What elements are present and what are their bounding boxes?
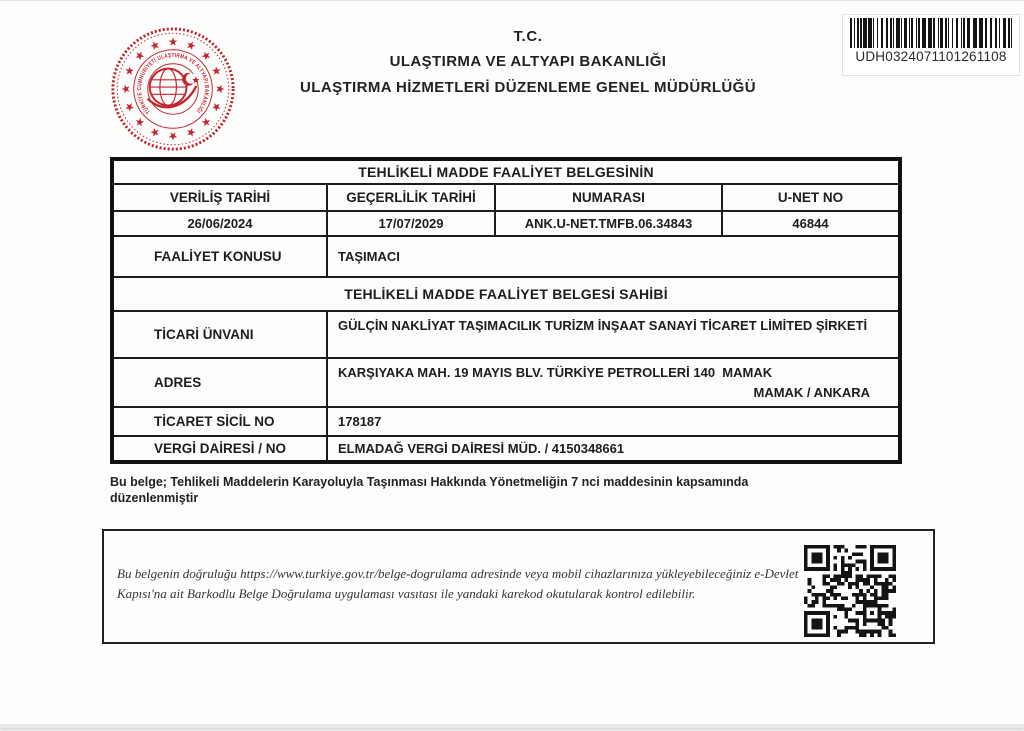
barcode-icon <box>850 18 1012 48</box>
barcode-text: UDH0324071101261108 <box>855 49 1007 64</box>
address-line1: KARŞIYAKA MAH. 19 MAYIS BLV. TÜRKİYE PETROLLERİ 140 MAMAK <box>338 365 773 380</box>
value-tax-office: ELMADAĞ VERGİ DAİRESİ MÜD. / 4150348661 <box>327 436 900 462</box>
value-registry-no: 178187 <box>327 407 900 436</box>
label-activity: FAALİYET KONUSU <box>112 236 327 277</box>
col-header-validity-date: GEÇERLİLİK TARİHİ <box>327 184 495 211</box>
col-header-unet-no: U-NET NO <box>722 184 900 211</box>
header-ministry: ULAŞTIRMA VE ALTYAPI BAKANLIĞI <box>389 53 667 70</box>
value-trade-name <box>327 311 900 358</box>
table-row-registry <box>112 407 900 436</box>
seal-ring-text: TÜRKİYE CUMHURİYETİ ULAŞTIRMA VE ALTYAPI BAKANLIĞI <box>136 52 210 115</box>
value-validity-date: 17/07/2029 <box>327 211 495 236</box>
document-header <box>138 28 918 96</box>
col-header-number: NUMARASI <box>495 184 722 211</box>
page-bottom-edge <box>0 724 1024 728</box>
qr-code-icon <box>804 545 896 637</box>
qr-code <box>804 545 896 637</box>
regulation-note: Bu belge; Tehlikeli Maddelerin Karayoluyla Taşınması Hakkında Yönetmeliğin 7 nci maddesinin kapsamında düzenlenmiştir <box>110 475 749 505</box>
value-issue-date: 26/06/2024 <box>112 211 327 236</box>
trade-name-text: GÜLÇİN NAKLİYAT TAŞIMACILIK TURİZM İNŞAAT SANAYİ TİCARET LİMİTED ŞİRKETİ <box>338 318 868 333</box>
certificate-title: TEHLİKELİ MADDE FAALİYET BELGESİNİN <box>112 159 900 184</box>
table-row-title <box>112 159 900 184</box>
label-trade-name: TİCARİ ÜNVANI <box>112 311 327 358</box>
table-row-address <box>112 358 900 407</box>
table-row-tax <box>112 436 900 462</box>
document-barcode <box>842 14 1020 76</box>
header-directorate: ULAŞTIRMA HİZMETLERİ DÜZENLEME GENEL MÜDÜRLÜĞÜ <box>300 79 756 96</box>
header-tc: T.C. <box>513 28 543 45</box>
label-address: ADRES <box>112 358 327 407</box>
table-row-activity <box>112 236 900 277</box>
table-row-trade-name <box>112 311 900 358</box>
table-row-values <box>112 211 900 236</box>
col-header-issue-date: VERİLİŞ TARİHİ <box>112 184 327 211</box>
certificate-table <box>110 157 902 464</box>
value-number: ANK.U-NET.TMFB.06.34843 <box>495 211 722 236</box>
table-row-headers <box>112 184 900 211</box>
owner-section-title: TEHLİKELİ MADDE FAALİYET BELGESİ SAHİBİ <box>112 277 900 311</box>
value-activity: TAŞIMACI <box>327 236 900 277</box>
label-registry-no: TİCARET SİCİL NO <box>112 407 327 436</box>
verification-box <box>102 529 935 644</box>
value-address <box>327 358 900 407</box>
verification-text: Bu belgenin doğruluğu https://www.turkiye.gov.tr/belge-dogrulama adresinde veya mobil cihazlarınıza yükleyebileceğiniz e-Devlet Kapısı'na ait Barkodlu Belge Doğrulama uygulaması vasıtası ile yandaki karekod okutularak kontrol edilebilir. <box>117 566 799 602</box>
address-line2: MAMAK / ANKARA <box>753 384 871 400</box>
label-tax-office: VERGİ DAİRESİ / NO <box>112 436 327 462</box>
table-row-owner-title <box>112 277 900 311</box>
value-unet-no: 46844 <box>722 211 900 236</box>
